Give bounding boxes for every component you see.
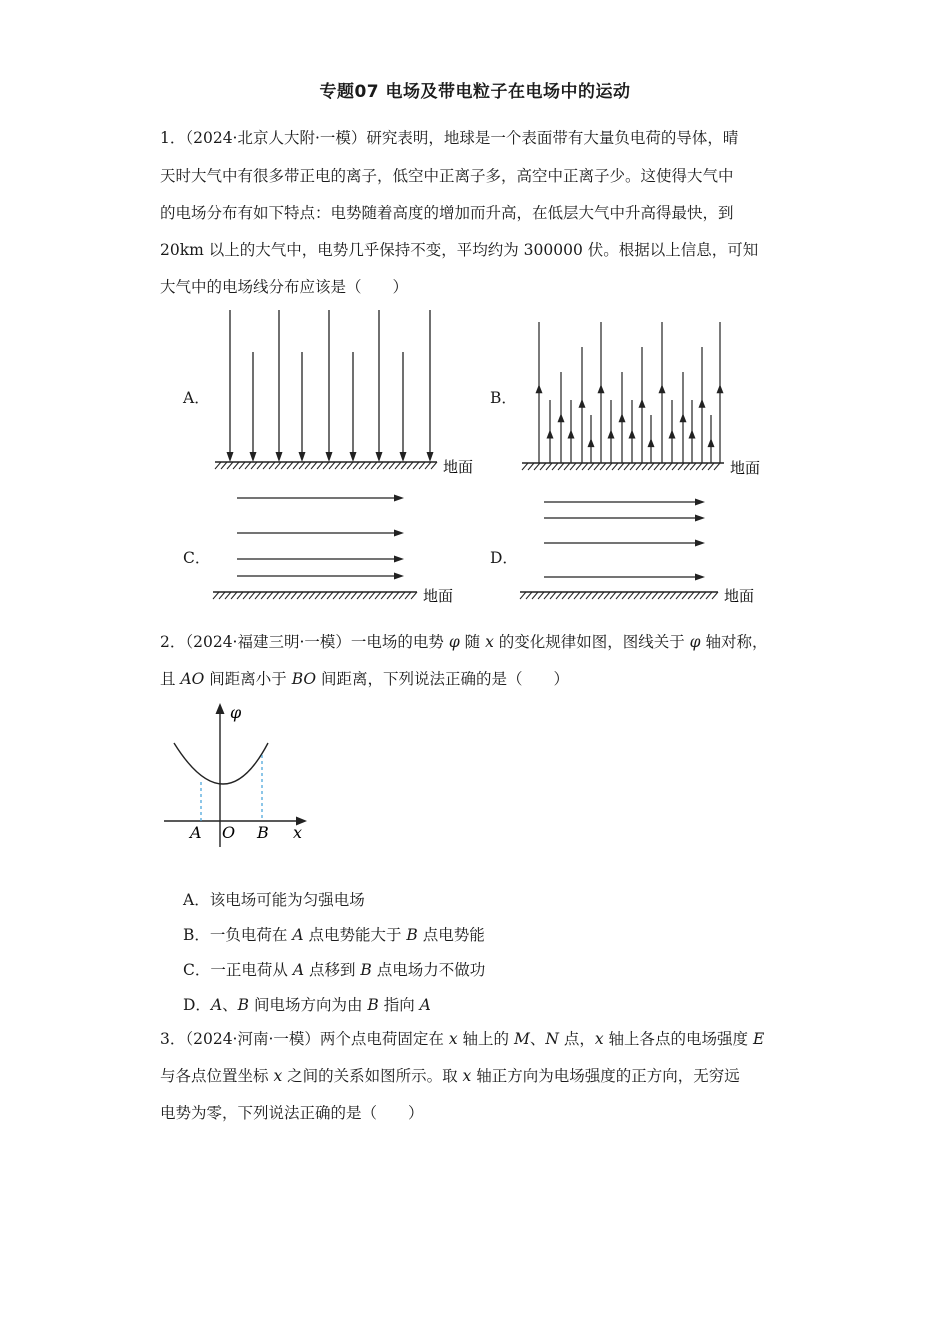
hatch-mark	[616, 592, 622, 599]
hatch-mark	[369, 592, 375, 599]
hatch-mark	[522, 463, 528, 470]
hatch-mark	[339, 592, 345, 599]
hatch-mark	[333, 592, 339, 599]
hatch-mark	[624, 463, 630, 470]
q3-symbol-x: x	[594, 1030, 604, 1048]
q2-symbol-phi: φ	[448, 633, 460, 651]
hatch-mark	[431, 462, 437, 469]
hatch-mark	[419, 462, 425, 469]
hatch-mark	[371, 462, 377, 469]
potential-graph	[150, 695, 320, 855]
figure-option-a	[205, 300, 485, 480]
figure-option-b	[512, 300, 792, 480]
arrow-head-down	[376, 452, 383, 462]
hatch-mark	[287, 462, 293, 469]
hatch-mark	[249, 592, 255, 599]
hatch-mark	[688, 592, 694, 599]
hatch-mark	[568, 592, 574, 599]
hatch-mark	[309, 592, 315, 599]
q3-symbol-x: x	[462, 1067, 472, 1085]
hatch-mark	[383, 462, 389, 469]
hatch-mark	[395, 462, 401, 469]
hatch-mark	[544, 592, 550, 599]
hatch-mark	[273, 592, 279, 599]
arrow-head-right	[394, 556, 404, 563]
q3-line-1	[160, 1029, 764, 1049]
q3-symbol-m: M	[513, 1030, 530, 1048]
arrow-head-up	[598, 384, 605, 393]
arrow-head-down	[427, 452, 434, 462]
arrow-head-right	[695, 540, 705, 547]
option-label: C．	[183, 961, 211, 979]
field-lines-up	[536, 322, 724, 463]
option-symbol: A	[292, 926, 304, 944]
hatch-mark	[341, 462, 347, 469]
hatch-mark	[586, 592, 592, 599]
q2-line-1	[160, 632, 767, 652]
arrow-head-up	[619, 413, 626, 422]
hatch-mark	[215, 462, 221, 469]
hatch-mark	[700, 592, 706, 599]
hatch-mark	[375, 592, 381, 599]
q2-text: 间距离，下列说法正确的是（ ）	[316, 670, 570, 688]
q2-text: 间距离小于	[204, 670, 292, 688]
hatch-mark	[353, 462, 359, 469]
hatch-mark	[317, 462, 323, 469]
hatch-mark	[654, 463, 660, 470]
arrow-head-up	[547, 429, 554, 438]
hatch-mark	[610, 592, 616, 599]
option-symbol: B	[367, 996, 379, 1014]
hatch-mark	[315, 592, 321, 599]
hatch-mark	[582, 463, 588, 470]
hatch-mark	[425, 462, 431, 469]
origin-label: O	[222, 823, 236, 842]
hatch-mark	[299, 462, 305, 469]
hatch-mark	[365, 462, 371, 469]
q2-symbol-ao: AO	[180, 670, 205, 688]
ground-hatch	[215, 462, 437, 469]
option-text: 指向	[378, 996, 420, 1014]
hatch-mark	[592, 592, 598, 599]
hatch-mark	[243, 592, 249, 599]
hatch-mark	[269, 462, 275, 469]
hatch-mark	[664, 592, 670, 599]
hatch-mark	[407, 462, 413, 469]
option-text: 该电场可能为匀强电场	[209, 891, 365, 909]
hatch-mark	[600, 463, 606, 470]
hatch-mark	[323, 462, 329, 469]
hatch-mark	[221, 462, 227, 469]
option-text: 点电势能	[417, 926, 485, 944]
option-symbol: A	[292, 961, 305, 979]
option-text: 一负电荷在	[209, 926, 293, 944]
option-text: 点电场力不做功	[371, 961, 486, 979]
q1-line-4: 20km 以上的大气中，电势几乎保持不变，平均约为 300000 伏。根据以上信息，可知	[160, 241, 759, 259]
hatch-mark	[630, 463, 636, 470]
hatch-mark	[574, 592, 580, 599]
q3-text: 轴正方向为电场强度的正方向，无穷远	[471, 1067, 740, 1085]
option-symbol: B	[406, 926, 418, 944]
hatch-mark	[327, 592, 333, 599]
q3-text: 之间的关系如图所示。取	[282, 1067, 463, 1085]
hatch-mark	[345, 592, 351, 599]
option-text: 、	[222, 996, 238, 1014]
q3-text: 、	[529, 1030, 546, 1048]
option-label: A．	[183, 891, 210, 909]
arrow-head-up	[699, 399, 706, 408]
hatch-mark	[279, 592, 285, 599]
hatch-mark	[405, 592, 411, 599]
arrow-head-up	[639, 399, 646, 408]
hatch-mark	[640, 592, 646, 599]
hatch-mark	[281, 462, 287, 469]
hatch-mark	[658, 592, 664, 599]
hatch-mark	[606, 463, 612, 470]
arrow-head-down	[227, 452, 234, 462]
hatch-mark	[558, 463, 564, 470]
q1-line-5: 大气中的电场线分布应该是（ ）	[160, 278, 409, 296]
q1-line-1: 1．（2024·北京人大附·一模）研究表明，地球是一个表面带有大量负电荷的导体，晴	[160, 129, 739, 147]
hatch-mark	[359, 462, 365, 469]
hatch-mark	[257, 462, 263, 469]
phi-axis-arrow	[216, 703, 225, 714]
hatch-mark	[648, 463, 654, 470]
hatch-mark	[219, 592, 225, 599]
hatch-mark	[598, 592, 604, 599]
hatch-mark	[321, 592, 327, 599]
hatch-mark	[546, 463, 552, 470]
arrow-head-up	[579, 399, 586, 408]
q1-option-d-label[interactable]: D．	[490, 549, 518, 567]
arrow-head-down	[326, 452, 333, 462]
hatch-mark	[237, 592, 243, 599]
hatch-mark	[275, 462, 281, 469]
q3-symbol-x: x	[448, 1030, 458, 1048]
q3-text: 点，	[558, 1030, 595, 1048]
q3-symbol-n: N	[545, 1030, 559, 1048]
q2-option-d[interactable]	[183, 993, 431, 1015]
ground-hatch	[213, 592, 417, 599]
potential-curve	[174, 743, 268, 784]
hatch-mark	[562, 592, 568, 599]
hatch-mark	[413, 462, 419, 469]
hatch-mark	[293, 462, 299, 469]
phi-axis-label: φ	[230, 703, 242, 722]
option-text: 一正电荷从	[210, 961, 293, 979]
hatch-mark	[678, 463, 684, 470]
x-axis-label: x	[293, 823, 303, 842]
option-text: 点电势能大于	[303, 926, 407, 944]
hatch-mark	[351, 592, 357, 599]
hatch-mark	[628, 592, 634, 599]
hatch-mark	[225, 592, 231, 599]
page-title: 专题07 电场及带电粒子在电场中的运动	[319, 82, 631, 102]
hatch-mark	[245, 462, 251, 469]
q2-text: 2．（2024·福建三明·一模）一电场的电势	[160, 633, 449, 651]
arrow-head-up	[717, 384, 724, 393]
q3-text: 轴上的	[457, 1030, 514, 1048]
field-lines-down	[227, 310, 434, 462]
arrow-head-down	[250, 452, 257, 462]
field-lines-horizontal-nonuniform	[544, 499, 705, 581]
hatch-mark	[646, 592, 652, 599]
q1-line-3: 的电场分布有如下特点：电势随着高度的增加而升高，在低层大气中升高得最快，到	[160, 204, 734, 222]
q3-line-2	[160, 1066, 740, 1086]
hatch-mark	[672, 463, 678, 470]
hatch-mark	[694, 592, 700, 599]
hatch-mark	[712, 592, 718, 599]
hatch-mark	[213, 592, 219, 599]
hatch-mark	[303, 592, 309, 599]
hatch-mark	[618, 463, 624, 470]
arrow-head-down	[299, 452, 306, 462]
arrow-head-up	[680, 413, 687, 422]
q3-text: 3．（2024·河南·一模）两个点电荷固定在	[160, 1030, 449, 1048]
hatch-mark	[702, 463, 708, 470]
hatch-mark	[612, 463, 618, 470]
q1-option-b-label[interactable]: B．	[490, 389, 517, 407]
q1-option-a-label[interactable]: A．	[183, 389, 210, 407]
arrow-head-up	[648, 438, 655, 447]
hatch-mark	[714, 463, 720, 470]
q2-option-a[interactable]	[183, 888, 365, 910]
arrow-head-up	[669, 429, 676, 438]
arrow-head-right	[695, 574, 705, 581]
arrow-head-up	[689, 429, 696, 438]
hatch-mark	[401, 462, 407, 469]
option-symbol: B	[237, 996, 250, 1014]
hatch-mark	[233, 462, 239, 469]
q2-symbol-x: x	[485, 633, 494, 651]
q3-symbol-x: x	[273, 1067, 283, 1085]
q2-option-b[interactable]	[183, 923, 485, 945]
hatch-mark	[696, 463, 702, 470]
figure-option-c	[205, 485, 485, 610]
hatch-mark	[690, 463, 696, 470]
ground-label: 地面	[730, 459, 761, 477]
hatch-mark	[377, 462, 383, 469]
hatch-mark	[708, 463, 714, 470]
arrow-head-right	[394, 573, 404, 580]
hatch-mark	[526, 592, 532, 599]
hatch-mark	[634, 592, 640, 599]
hatch-mark	[255, 592, 261, 599]
hatch-mark	[305, 462, 311, 469]
hatch-mark	[363, 592, 369, 599]
hatch-mark	[263, 462, 269, 469]
q2-line-2	[160, 669, 569, 689]
q2-option-c[interactable]	[183, 958, 485, 980]
arrow-head-right	[394, 530, 404, 537]
arrow-head-down	[276, 452, 283, 462]
option-text: 间电场方向为由	[249, 996, 368, 1014]
ground-label: 地面	[724, 587, 755, 605]
arrow-head-right	[695, 499, 705, 506]
option-label: B．	[183, 926, 210, 944]
hatch-mark	[538, 592, 544, 599]
hatch-mark	[347, 462, 353, 469]
hatch-mark	[261, 592, 267, 599]
hatch-mark	[576, 463, 582, 470]
hatch-mark	[251, 462, 257, 469]
field-lines-horizontal	[237, 495, 404, 580]
arrow-head-up	[558, 413, 565, 422]
arrow-head-up	[629, 429, 636, 438]
hatch-mark	[552, 463, 558, 470]
hatch-mark	[389, 462, 395, 469]
arrow-head-up	[608, 429, 615, 438]
hatch-mark	[387, 592, 393, 599]
q2-text: 的变化规律如图，图线关于	[493, 633, 690, 651]
hatch-mark	[570, 463, 576, 470]
arrow-head-right	[394, 495, 404, 502]
hatch-mark	[676, 592, 682, 599]
q2-text: 随	[459, 633, 486, 651]
hatch-mark	[285, 592, 291, 599]
option-symbol: B	[360, 961, 372, 979]
hatch-mark	[652, 592, 658, 599]
hatch-mark	[267, 592, 273, 599]
hatch-mark	[528, 463, 534, 470]
hatch-mark	[588, 463, 594, 470]
q3-text: 轴上各点的电场强度	[603, 1030, 753, 1048]
hatch-mark	[642, 463, 648, 470]
point-a-label: A	[190, 823, 202, 842]
q3-symbol-e: E	[752, 1030, 765, 1048]
q2-text: 轴对称，	[700, 633, 768, 651]
hatch-mark	[540, 463, 546, 470]
arrow-head-down	[400, 452, 407, 462]
arrow-head-up	[568, 429, 575, 438]
hatch-mark	[381, 592, 387, 599]
ground-hatch	[522, 463, 720, 470]
ground-label: 地面	[443, 458, 474, 476]
hatch-mark	[329, 462, 335, 469]
hatch-mark	[550, 592, 556, 599]
hatch-mark	[564, 463, 570, 470]
hatch-mark	[291, 592, 297, 599]
q1-option-c-label[interactable]: C．	[183, 549, 211, 567]
hatch-mark	[411, 592, 417, 599]
ground-label: 地面	[423, 587, 454, 605]
hatch-mark	[532, 592, 538, 599]
hatch-mark	[231, 592, 237, 599]
hatch-mark	[594, 463, 600, 470]
hatch-mark	[399, 592, 405, 599]
q1-line-2: 天时大气中有很多带正电的离子，低空中正离子多，高空中正离子少。这使得大气中	[160, 167, 734, 185]
q2-symbol-bo: BO	[291, 670, 317, 688]
hatch-mark	[682, 592, 688, 599]
hatch-mark	[311, 462, 317, 469]
q2-text: 且	[160, 670, 181, 688]
option-text: 点移到	[304, 961, 361, 979]
hatch-mark	[335, 462, 341, 469]
q3-text: 与各点位置坐标	[160, 1067, 274, 1085]
hatch-mark	[636, 463, 642, 470]
hatch-mark	[604, 592, 610, 599]
arrow-head-up	[588, 438, 595, 447]
figure-option-d	[512, 485, 792, 610]
arrow-head-right	[695, 515, 705, 522]
q2-symbol-phi: φ	[689, 633, 701, 651]
option-symbol: A	[419, 996, 431, 1014]
arrow-head-up	[659, 384, 666, 393]
hatch-mark	[580, 592, 586, 599]
hatch-mark	[297, 592, 303, 599]
arrow-head-down	[350, 452, 357, 462]
option-symbol: A	[210, 996, 223, 1014]
hatch-mark	[670, 592, 676, 599]
hatch-mark	[660, 463, 666, 470]
q3-line-3: 电势为零，下列说法正确的是（ ）	[160, 1104, 424, 1122]
hatch-mark	[520, 592, 526, 599]
hatch-mark	[239, 462, 245, 469]
arrow-head-up	[708, 438, 715, 447]
ground-hatch	[520, 592, 718, 599]
hatch-mark	[227, 462, 233, 469]
hatch-mark	[357, 592, 363, 599]
hatch-mark	[684, 463, 690, 470]
arrow-head-up	[536, 384, 543, 393]
option-label: D．	[183, 996, 211, 1014]
hatch-mark	[706, 592, 712, 599]
hatch-mark	[666, 463, 672, 470]
hatch-mark	[393, 592, 399, 599]
hatch-mark	[534, 463, 540, 470]
point-b-label: B	[257, 823, 269, 842]
hatch-mark	[556, 592, 562, 599]
hatch-mark	[622, 592, 628, 599]
